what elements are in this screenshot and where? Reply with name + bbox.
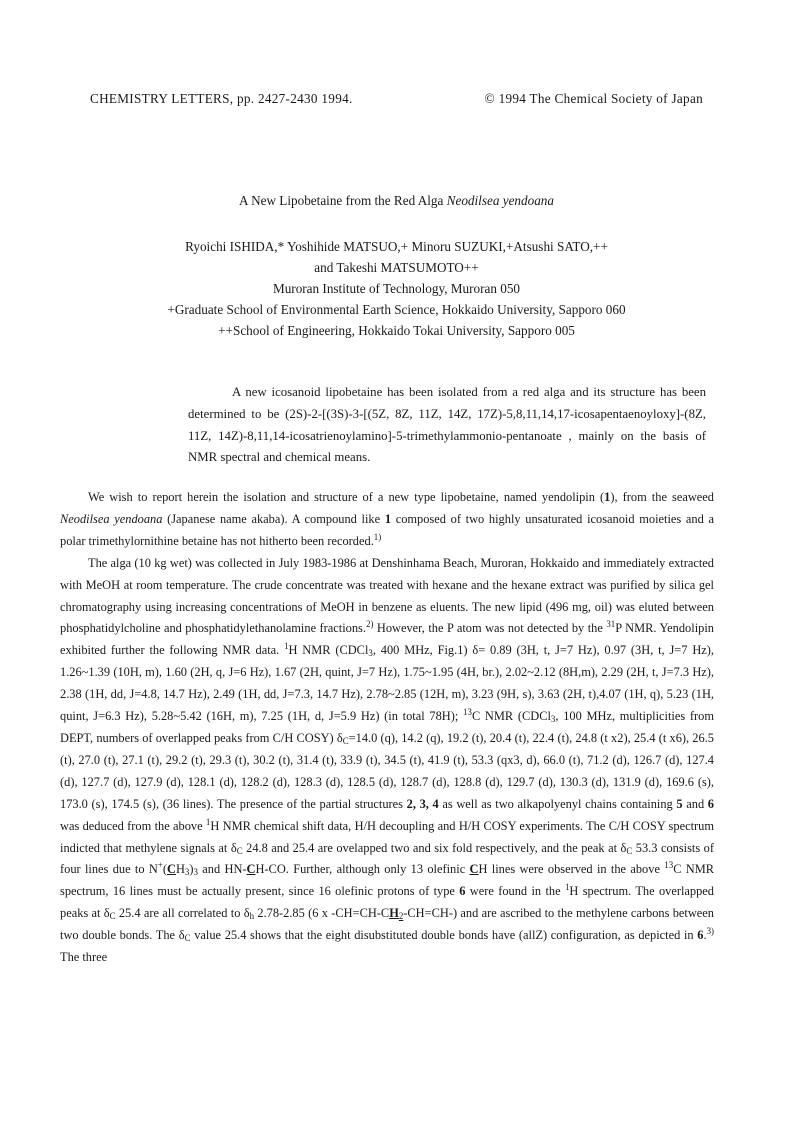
affiliation-3: ++School of Engineering, Hokkaido Tokai University, Sapporo 005 — [218, 323, 575, 338]
running-header — [90, 91, 703, 109]
compound-ref: 6 — [697, 928, 704, 943]
compound-ref: 1 — [384, 511, 392, 526]
title-text: A New Lipobetaine from the Red Alga — [239, 193, 447, 208]
copyright-notice: © 1994 The Chemical Society of Japan — [484, 91, 703, 106]
affiliation-2: +Graduate School of Environmental Earth Science, Hokkaido University, Sapporo 060 — [167, 302, 626, 317]
paragraph-1: We wish to report herein the isolation and structure of a new type lipobetaine, named yendolipin (1), from the seaweed Neodilsea yendoana (Japanese name akaba). A compound like 1 composed of two highly unsaturated icosanoid moieties and a polar trimethylornithine betaine has not hitherto been recorded.$^{1)}$ — [60, 490, 714, 548]
compound-ref: 5 — [676, 796, 683, 811]
reference-marker: 1) — [373, 531, 382, 542]
reference-marker: 3) — [706, 926, 715, 937]
affiliation-1: Muroran Institute of Technology, Muroran 050 — [272, 281, 521, 296]
abstract-text: A new icosanoid lipobetaine has been isolated from a red alga and its structure has been determined to be (2S)-2-[(3S)-3-[(5Z, 8Z, 11Z, 14Z, 17Z)-5,8,11,14,17-icosapentaenoyloxy]-(8Z, 11Z, 14Z)-8,11,14-icosatrienoylamino]-5-trimethylammonio-pentanoate , mainly on the basis of NMR spectral and chemical means. — [188, 385, 706, 465]
paper-title — [0, 193, 793, 209]
reference-marker: 2) — [365, 619, 374, 630]
species-name: Neodilsea yendoana — [60, 511, 163, 526]
compound-ref: 6 — [459, 884, 466, 899]
abstract — [188, 382, 706, 469]
compound-ref: 1 — [604, 490, 611, 504]
journal-citation: CHEMISTRY LETTERS, pp. 2427-2430 1994. — [90, 91, 353, 106]
author-line-2: and Takeshi MATSUMOTO++ — [314, 260, 479, 275]
title-species: Neodilsea yendoana — [446, 193, 554, 208]
paragraph-2: The alga (10 kg wet) was collected in July 1983-1986 at Denshinhama Beach, Muroran, Hokkaido and immediately extracted with MeOH at room temperature. The crude concentrate was treated with hexane and the hexane extract was purified by silica gel chromatography using increasing concentrations of MeOH in benzene as eluents. The new lipid (496 mg, oil) was eluted between phosphatidylcholine and phosphatidylethanolamine fractions.$^{2)}$ However, the P atom was not detected by the $^{31}$P NMR. Yendolipin exhibited further the following NMR data. $^1$H NMR (CDCl$_3$, 400 MHz, Fig.1) δ= 0.89 (3H, t, J=7 Hz), 0.97 (3H, t, J=7 Hz), 1.26~1.39 (10H, m), 1.60 (2H, q, J=6 Hz), 1.67 (2H, quint, J=7 Hz), 1.75~1.95 (4H, br.), 2.02~2.12 (8H,m), 2.29 (2H, t, J=7.3 Hz), 2.38 (1H, dd, J=4.8, 14.7 Hz), 2.49 (1H, dd, J=7.3, 14.7 Hz), 2.78~2.85 (12H, m), 3.23 (9H, s), 3.63 (2H, t),4.07 (1H, q), 5.23 (1H, quint, J=6.3 Hz), 5.28~5.42 (16H, m), 7.25 (1H, d, J=5.9 Hz) (in total 78H); $^{13}$C NMR (CDCl$_3$, 100 MHz, multiplicities from DEPT, numbers of overlapped peaks from C/H COSY) $\delta_C=14.0$ (q), 14.2 (q), 19.2 (t), 20.4 (t), 22.4 (t), 24.8 (t x2), 25.4 (t x6), 26.5 (t), 27.0 (t), 27.1 (t), 29.2 (t), 29.3 (t), 30.2 (t), 31.4 (t), 33.9 (t), 34.5 (t), 41.9 (t), 53.3 (qx3, d), 66.0 (t), 71.2 (d), 126.7 (d), 127.4 (d), 127.7 (d), 127.9 (d), 128.1 (d), 128.2 (d), 128.3 (d), 128.5 (d), 128.7 (d), 128.8 (d), 129.7 (d), 130.3 (d), 131.9 (d), 169.6 (s), 173.0 (s), 174.5 (s), (36 lines). The presence of the partial structures 2, 3, 4 as well as two alkapolyenyl chains containing 5 and 6 was deduced from the above $^1$H NMR chemical shift data, H/H decoupling and H/H COSY experiments. The C/H COSY spectrum indicted that methylene signals at $\delta_C$ 24.8 and 25.4 are ovelapped two and six fold respectively, and the peak at $\delta_C$ 53.3 consists of four lines due to $N^+(CH_3)_3$ and HN-CH-CO. Further, although only 13 olefinic CH lines were observed in the above $^{13}$C NMR spectrum, 16 lines must be actually present, since 16 olefinic protons of type 6 were found in the $^1$H spectrum. The overlapped peaks at $\delta_C$ 25.4 are all correlated to $\delta_h$ 2.78-2.85 (6 x $-CH=CH-CH_2-CH=CH-$) and are ascribed to the methylene carbons between two double bonds. The $\delta_C$ value 25.4 shows that the eight disubstituted double bonds have (allZ) configuration, as depicted in 6.$^{3)}$ The three — [60, 555, 715, 965]
author-line-1: Ryoichi ISHIDA,* Yoshihide MATSUO,+ Minoru SUZUKI,+Atsushi SATO,++ — [185, 239, 608, 254]
compound-ref: 6 — [707, 796, 714, 811]
compound-ref: 2, 3, 4 — [406, 796, 439, 811]
body-text — [60, 487, 714, 969]
author-block — [0, 236, 793, 341]
